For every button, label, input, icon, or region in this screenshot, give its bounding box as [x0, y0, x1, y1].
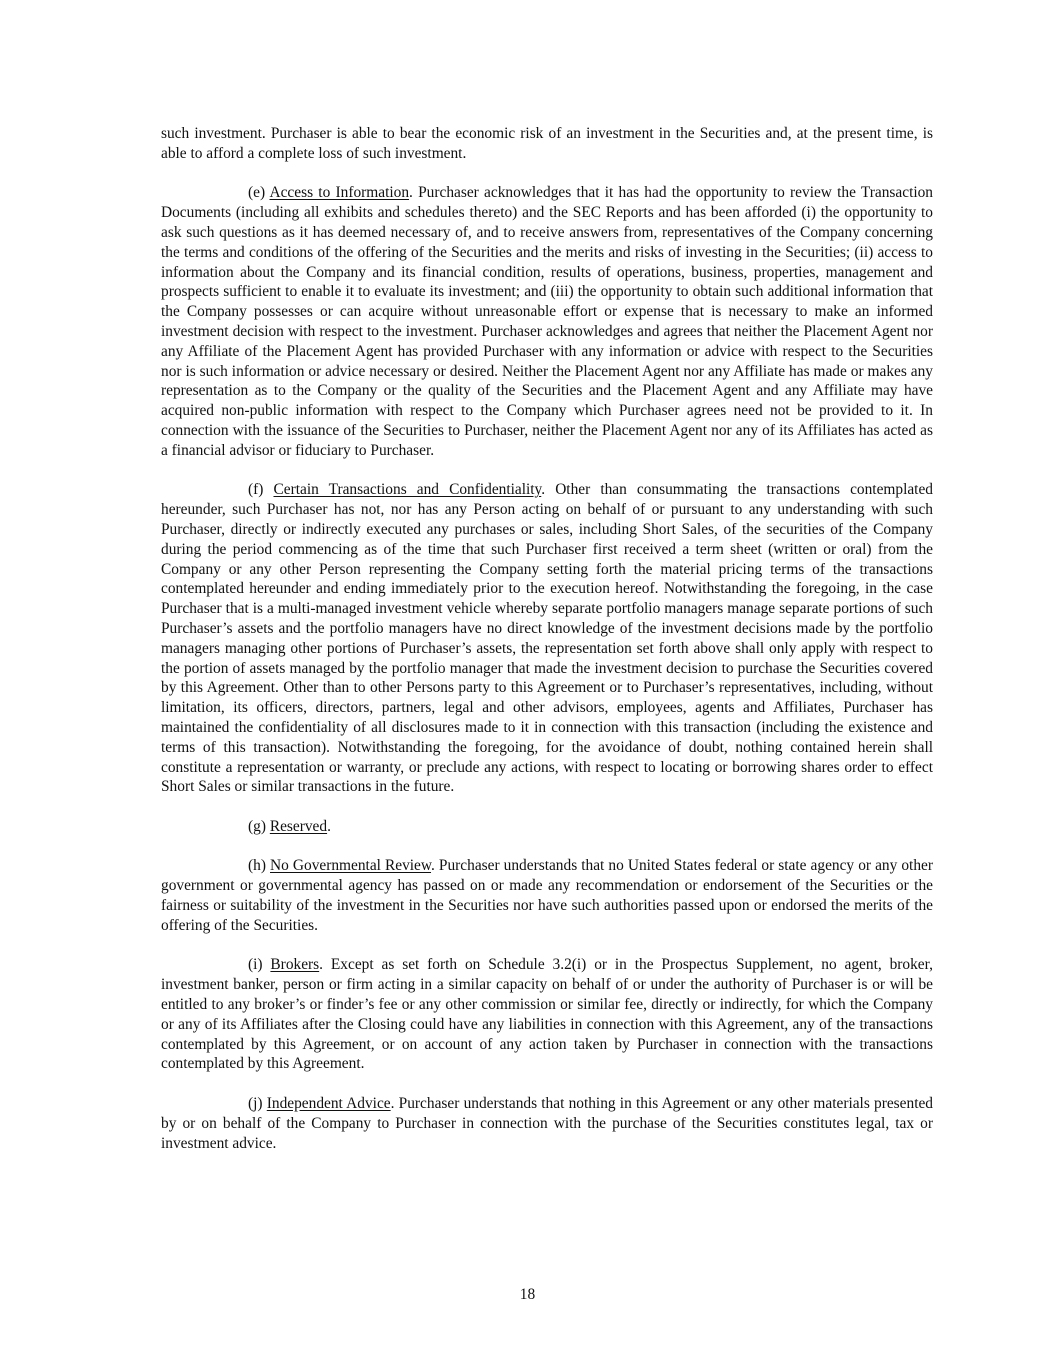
section-e-label: (e)	[248, 184, 266, 202]
section-e-paragraph	[161, 183, 933, 460]
section-f-heading: Certain Transactions and Confidentiality	[273, 481, 542, 499]
section-j-heading: Independent Advice	[266, 1095, 391, 1113]
section-i-label: (i)	[248, 956, 263, 974]
section-j-paragraph	[161, 1094, 933, 1153]
intro-paragraph: such investment. Purchaser is able to bear the economic risk of an investment in the Securities and, at the present time, is able to afford a complete loss of such investment.	[161, 125, 933, 162]
section-j-label: (j)	[248, 1095, 263, 1113]
section-i-heading: Brokers	[270, 956, 320, 974]
section-i-paragraph	[161, 955, 933, 1074]
section-g-paragraph	[161, 817, 933, 837]
section-h-heading: No Governmental Review	[270, 857, 432, 875]
section-f-body: . Other than consummating the transactions contemplated hereunder, such Purchaser has not, nor has any Person acting on behalf of or pursuant to any understanding with such Purchaser, directly or indirectly executed any purchases or sales, including Short Sales, of the securities of the Company during the period commencing as of the time that such Purchaser first received a term sheet (written or oral) from the Company or any other Person representing the Company setting forth the material pricing terms of the transactions contemplated hereunder and ending immediately prior to the execution hereof. Notwithstanding the foregoing, in the case Purchaser that is a multi-managed investment vehicle whereby separate portfolio managers manage separate portions of such Purchaser’s assets and the portfolio managers have no direct knowledge of the investment decisions made by the portfolio managers managing other portions of Purchaser’s assets, the representation set forth above shall only apply with respect to the portion of assets managed by the portfolio manager that made the investment decision to purchase the Securities covered by this Agreement. Other than to other Persons party to this Agreement or to Purchaser’s representatives, including, without limitation, its officers, directors, partners, legal and other advisors, employees, agents and Affiliates, Purchaser has maintained the confidentiality of all disclosures made to it in connection with this transaction (including the existence and terms of this transaction). Notwithstanding the foregoing, for the avoidance of doubt, nothing contained herein shall constitute a representation or warranty, or preclude any actions, with respect to locating or borrowing shares order to effect Short Sales or similar transactions in the future.	[161, 481, 933, 796]
section-g-heading: Reserved	[269, 817, 328, 835]
section-g-body: .	[327, 817, 331, 835]
section-e-heading: Access to Information	[269, 184, 410, 202]
section-e-body: . Purchaser acknowledges that it has had the opportunity to review the Transaction Documents (including all exhibits and schedules thereto) and the SEC Reports and has been afforded (i) the opportunity to ask such questions as it has deemed necessary of, and to receive answers from, representatives of the Company concerning the terms and conditions of the offering of the Securities and the merits and risks of investing in the Securities; (ii) access to information about the Company and its financial condition, results of operations, business, properties, management and prospects sufficient to enable it to evaluate its investment; and (iii) the opportunity to obtain such additional information that the Company possesses or can acquire without unreasonable effort or expense that is necessary to make an informed investment decision with respect to the investment. Purchaser acknowledges and agrees that neither the Placement Agent nor any Affiliate of the Placement Agent has provided Purchaser with any information or advice with respect to the Securities nor is such information or advice necessary or desired. Neither the Placement Agent nor any Affiliate has made or makes any representation as to the Company or the quality of the Securities and the Placement Agent and any Affiliate may have acquired non-public information with respect to the Company which Purchaser agrees need not be provided to it. In connection with the issuance of the Securities to Purchaser, neither the Placement Agent nor any of its Affiliates has acted as a financial advisor or fiduciary to Purchaser.	[161, 184, 934, 459]
document-page	[161, 124, 933, 1173]
section-j-body: . Purchaser understands that nothing in this Agreement or any other materials presented by or on behalf of the Company to Purchaser in connection with the purchase of the Securities constitutes legal, tax or investment advice.	[161, 1095, 933, 1152]
section-h-label: (h)	[248, 857, 266, 875]
page-number: 18	[519, 1286, 536, 1303]
section-h-body: . Purchaser understands that no United States federal or state agency or any other government or governmental agency has passed on or made any recommendation or endorsement of the Securities or the fairness or suitability of the investment in the Securities nor have such authorities passed upon or endorsed the merits of the offering of the Securities.	[161, 857, 933, 934]
section-f-label: (f)	[248, 481, 264, 499]
section-f-paragraph	[161, 480, 933, 797]
section-i-body: . Except as set forth on Schedule 3.2(i) or in the Prospectus Supplement, no agent, broker, investment banker, person or firm acting in a similar capacity on behalf of or under the authority of Purchaser is or will be entitled to any broker’s or finder’s fee or any other commission or similar fee, directly or indirectly, for which the Company or any of its Affiliates after the Closing could have any liabilities in connection with this Agreement, any of the transactions contemplated by this Agreement, or on account of any action taken by Purchaser in connection with the transactions contemplated by this Agreement.	[161, 956, 933, 1073]
section-g-label: (g)	[248, 817, 266, 835]
section-h-paragraph	[161, 856, 933, 935]
